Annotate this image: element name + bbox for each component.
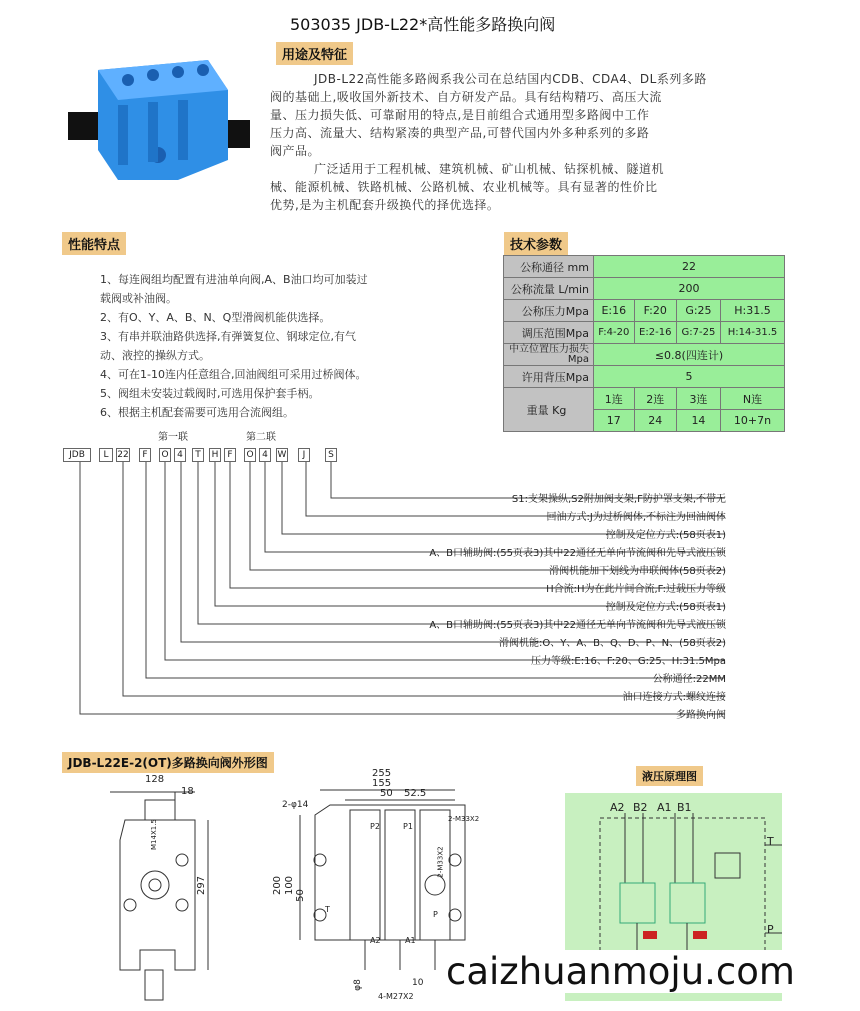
usage-line: 械、能源机械、铁路机械、公路机械、农业机械等。具有显著的性价比 xyxy=(270,180,658,194)
dim-phi14: 2-φ14 xyxy=(282,800,309,810)
dim-50b: 50 xyxy=(294,889,306,902)
port-p2: P2 xyxy=(370,822,380,831)
code-description: 油口连接方式:螺纹连接 xyxy=(622,692,726,703)
spec-value: H:14-31.5 xyxy=(721,322,785,344)
spec-value: ≤0.8(四连计) xyxy=(594,344,785,366)
dim-m33-side: 2-M33X2 xyxy=(436,846,445,878)
usage-line: 量、压力损失低、可靠耐用的特点,是目前组合式通用型多路阀中工作 xyxy=(270,108,650,122)
code-description: 回油方式:J为过桥阀体,不标注为回油阀体 xyxy=(546,512,726,523)
code-description: A、B口辅助阀:(55页表3)其中22通径无单向节流阀和先导式液压锁 xyxy=(429,620,726,631)
usage-line: JDB-L22高性能多路阀系我公司在总结国内CDB、CDA4、DL系列多路 xyxy=(314,72,707,86)
feature-item: 1、每连阀组均配置有进油单向阀,A、B油口均可加装过 xyxy=(100,273,368,286)
code-description: 滑阀机能加下划线为串联阀体(58页表2) xyxy=(549,566,726,577)
feature-item: 5、阀组未安装过载阀时,可选用保护套手柄。 xyxy=(100,387,320,400)
port-a2: A2 xyxy=(370,936,381,945)
hyd-port-t: T xyxy=(767,835,774,848)
code-description: 压力等级:E:16、F:20、G:25、H:31.5Mpa xyxy=(531,656,726,667)
code-description: 控制及定位方式:(58页表1) xyxy=(605,602,726,613)
spec-value: F:20 xyxy=(634,300,676,322)
feature-item: 载阀或补油阀。 xyxy=(100,292,177,305)
hydraulic-heading: 液压原理图 xyxy=(636,766,703,786)
dim-255: 255 xyxy=(372,768,392,779)
feature-item: 4、可在1-10连内任意组合,回油阀组可采用过桥阀体。 xyxy=(100,368,367,381)
dim-128: 128 xyxy=(145,774,165,785)
spec-label: 公称通径 mm xyxy=(504,256,594,278)
table-row xyxy=(504,256,785,278)
spec-value: E:2-16 xyxy=(634,322,676,344)
table-row xyxy=(504,366,785,388)
weight-header: 3连 xyxy=(676,388,720,410)
first-unit-label: 第一联 xyxy=(158,432,188,443)
dim-10: 10 xyxy=(412,978,424,988)
dim-50: 50 xyxy=(380,788,393,799)
spec-label: 公称压力Mpa xyxy=(504,300,594,322)
hyd-port-a1: A1 xyxy=(657,801,672,814)
spec-value: 5 xyxy=(594,366,785,388)
usage-line: 优势,是为主机配套升级换代的择优选择。 xyxy=(270,198,500,212)
usage-line: 压力高、流量大、结构紧凑的典型产品,可替代国内外多种系列的多路 xyxy=(270,126,650,140)
code-description: 控制及定位方式:(58页表1) xyxy=(605,530,726,541)
spec-label: 调压范围Mpa xyxy=(504,322,594,344)
dim-155: 155 xyxy=(372,778,392,789)
port-a1: A1 xyxy=(405,936,416,945)
usage-line: 阀产品。 xyxy=(270,144,321,158)
dim-200: 200 xyxy=(272,875,284,896)
code-part: J xyxy=(298,448,310,462)
table-row xyxy=(504,278,785,300)
usage-line: 广泛适用于工程机械、建筑机械、矿山机械、钻探机械、隧道机 xyxy=(314,162,665,176)
valve-product-image xyxy=(58,50,258,195)
dim-phi8: φ8 xyxy=(352,979,363,991)
features-list xyxy=(100,270,460,422)
code-part: W xyxy=(277,450,287,460)
spec-label: 许用背压Mpa xyxy=(504,366,594,388)
side-view-drawing xyxy=(100,780,240,1005)
spec-value: 22 xyxy=(594,256,785,278)
dim-52-5: 52.5 xyxy=(404,788,427,799)
code-part: T xyxy=(192,448,204,462)
dim-m27: 4-M27X2 xyxy=(378,992,414,1001)
feature-item: 2、有O、Y、A、B、N、Q型滑阀机能供选择。 xyxy=(100,311,331,324)
spec-value: H:31.5 xyxy=(721,300,785,322)
features-heading: 性能特点 xyxy=(62,232,126,255)
code-part: O xyxy=(159,448,171,462)
code-part: L xyxy=(99,448,113,462)
code-part: O xyxy=(244,448,256,462)
weight-value: 17 xyxy=(594,410,635,432)
code-part: F xyxy=(139,448,151,462)
specs-heading: 技术参数 xyxy=(504,232,568,255)
dim-18: 18 xyxy=(181,786,194,797)
table-row xyxy=(504,344,785,366)
hyd-port-p: P xyxy=(767,923,774,936)
weight-value: 10+7n xyxy=(721,410,785,432)
code-part: S xyxy=(325,448,337,462)
port-t: T xyxy=(325,905,330,914)
spec-value: G:25 xyxy=(676,300,720,322)
feature-item: 3、有串并联油路供选择,有弹簧复位、钢球定位,有气 xyxy=(100,330,356,343)
spec-value: E:16 xyxy=(594,300,635,322)
hyd-port-b1: B1 xyxy=(677,801,692,814)
dim-100: 100 xyxy=(284,875,296,896)
code-description: A、B口辅助阀:(55页表3)其中22通径无单向节流阀和先导式液压锁 xyxy=(429,548,726,559)
code-description: H合流:H为在此片间合流,F:过载压力等级 xyxy=(546,584,726,595)
spec-label: 重量 Kg xyxy=(504,388,594,432)
code-description: 多路换向阀 xyxy=(676,710,726,721)
spec-label: 公称流量 L/min xyxy=(504,278,594,300)
table-row xyxy=(504,388,785,410)
dim-m33-top: 2-M33X2 xyxy=(448,815,480,823)
weight-header: N连 xyxy=(721,388,785,410)
specs-table xyxy=(503,255,785,432)
second-unit-label: 第二联 xyxy=(246,432,276,443)
table-row xyxy=(504,322,785,344)
feature-item: 6、根据主机配套需要可选用合流阀组。 xyxy=(100,406,294,419)
spec-label: 中立位置压力损失Mpa xyxy=(504,344,594,366)
code-part: 22 xyxy=(117,450,129,460)
usage-line: 阀的基础上,吸收国外新技术、自方研发产品。具有结构精巧、高压大流 xyxy=(270,90,662,104)
code-part: JDB xyxy=(63,448,91,462)
weight-value: 24 xyxy=(634,410,676,432)
spec-value: F:4-20 xyxy=(594,322,635,344)
usage-text xyxy=(270,70,790,214)
code-description: S1:支架操纵,S2附加阀支架,F防护罩支架,不带无 xyxy=(511,494,726,505)
spec-value: 200 xyxy=(594,278,785,300)
code-description: 公称通径:22MM xyxy=(652,674,726,685)
dim-297: 297 xyxy=(196,875,208,896)
weight-header: 2连 xyxy=(634,388,676,410)
table-row xyxy=(504,300,785,322)
hyd-port-a2: A2 xyxy=(610,801,625,814)
weight-value: 14 xyxy=(676,410,720,432)
code-part: F xyxy=(224,448,236,462)
page-title: 503035 JDB-L22*高性能多路换向阀 xyxy=(290,15,556,34)
weight-header: 1连 xyxy=(594,388,635,410)
dim-m14: M14X1.5 xyxy=(150,819,158,850)
code-part: 4 xyxy=(259,448,271,462)
site-watermark: caizhuanmoju.com xyxy=(440,950,801,993)
outline-heading: JDB-L22E-2(OT)多路换向阀外形图 xyxy=(62,752,274,773)
code-part: H xyxy=(209,448,221,462)
code-part: 4 xyxy=(174,448,186,462)
code-description: 滑阀机能:O、Y、A、B、Q、D、P、N、(58页表2) xyxy=(498,638,726,649)
spec-value: G:7-25 xyxy=(676,322,720,344)
port-p1: P1 xyxy=(403,822,413,831)
feature-item: 动、液控的操纵方式。 xyxy=(100,349,210,362)
port-p: P xyxy=(433,910,438,919)
usage-heading: 用途及特征 xyxy=(276,42,353,65)
hyd-port-b2: B2 xyxy=(633,801,648,814)
